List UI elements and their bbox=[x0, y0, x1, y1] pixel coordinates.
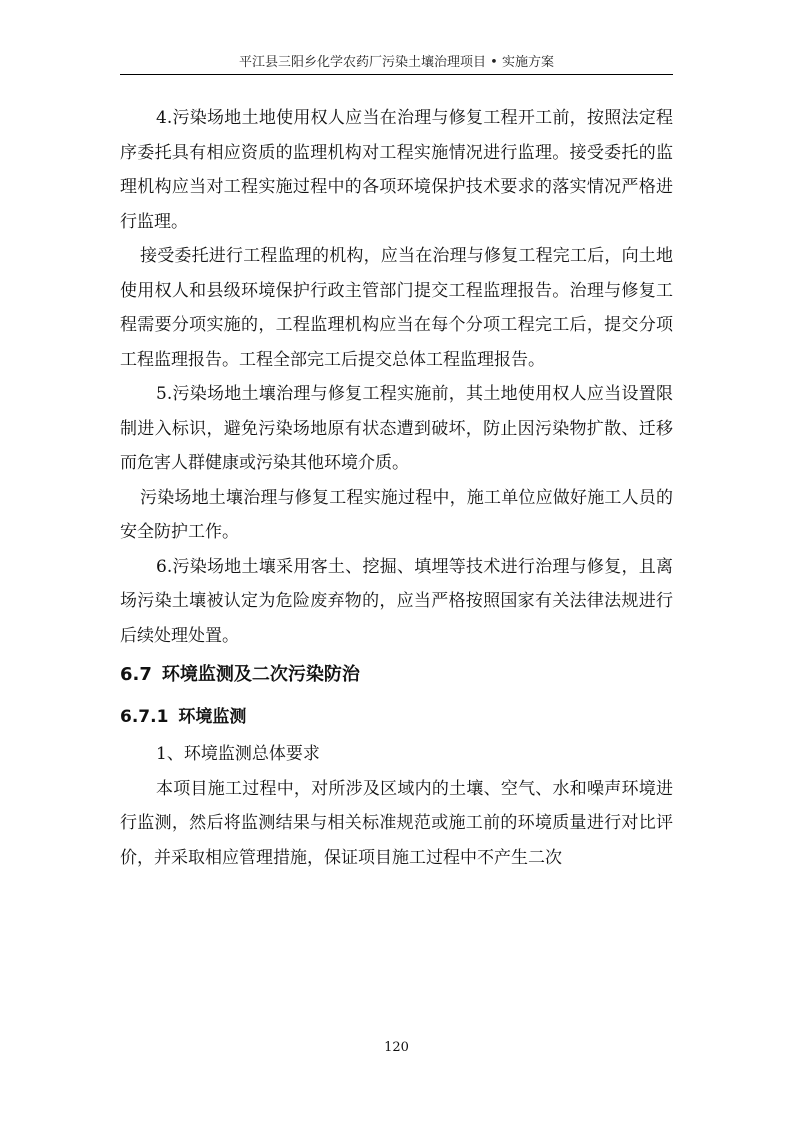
section-title: 环境监测及二次污染防治 bbox=[161, 664, 360, 685]
paragraph-worker-safety: 污染场地土壤治理与修复工程实施过程中，施工单位应做好施工人员的安全防护工作。 bbox=[120, 487, 673, 542]
paragraph-monitoring-requirements: 1、环境监测总体要求 bbox=[156, 744, 320, 764]
section-number: 6.7 bbox=[120, 664, 152, 685]
subsection-heading bbox=[120, 697, 673, 737]
paragraph-access-restriction: 5.污染场地土壤治理与修复工程实施前，其土地使用权人应当设置限制进入标识，避免污染场地原有状态遭到破坏，防止因污染物扩散、迁移而危害人群健康或污染其他环境介质。 bbox=[120, 384, 673, 473]
page-number: 120 bbox=[384, 1040, 409, 1055]
subsection-number: 6.7.1 bbox=[120, 707, 169, 727]
subsection-title: 环境监测 bbox=[178, 707, 247, 727]
section-heading bbox=[120, 653, 673, 697]
paragraph-monitoring-scope: 本项目施工过程中，对所涉及区域内的土壤、空气、水和噪声环境进行监测，然后将监测结果与相关标准规范或施工前的环境质量进行对比评价，并采取相应管理措施，保证项目施工过程中不产生二次 bbox=[120, 778, 673, 868]
header-rule bbox=[120, 74, 673, 75]
paragraph-supervision-report: 接受委托进行工程监理的机构，应当在治理与修复工程完工后，向土地使用权人和县级环境保护行政主管部门提交工程监理报告。治理与修复工程需要分项实施的，工程监理机构应当在每个分项工程完工后，提交分项工程监理报告。工程全部完工后提交总体工程监理报告。 bbox=[120, 246, 673, 370]
running-header: 平江县三阳乡化学农药厂污染土壤治理项目 • 实施方案 bbox=[239, 55, 554, 70]
paragraph-hazardous-waste: 6.污染场地土壤采用客土、挖掘、填埋等技术进行治理与修复，且离场污染土壤被认定为危险废弃物的，应当严格按照国家有关法律法规进行后续处理处置。 bbox=[120, 556, 673, 646]
paragraph-supervision-entrustment: 4.污染场地土地使用权人应当在治理与修复工程开工前，按照法定程序委托具有相应资质的监理机构对工程实施情况进行监理。接受委托的监理机构应当对工程实施过程中的各项环境保护技术要求的落实情况严格进行监理。 bbox=[120, 108, 673, 232]
page-body bbox=[120, 101, 673, 875]
